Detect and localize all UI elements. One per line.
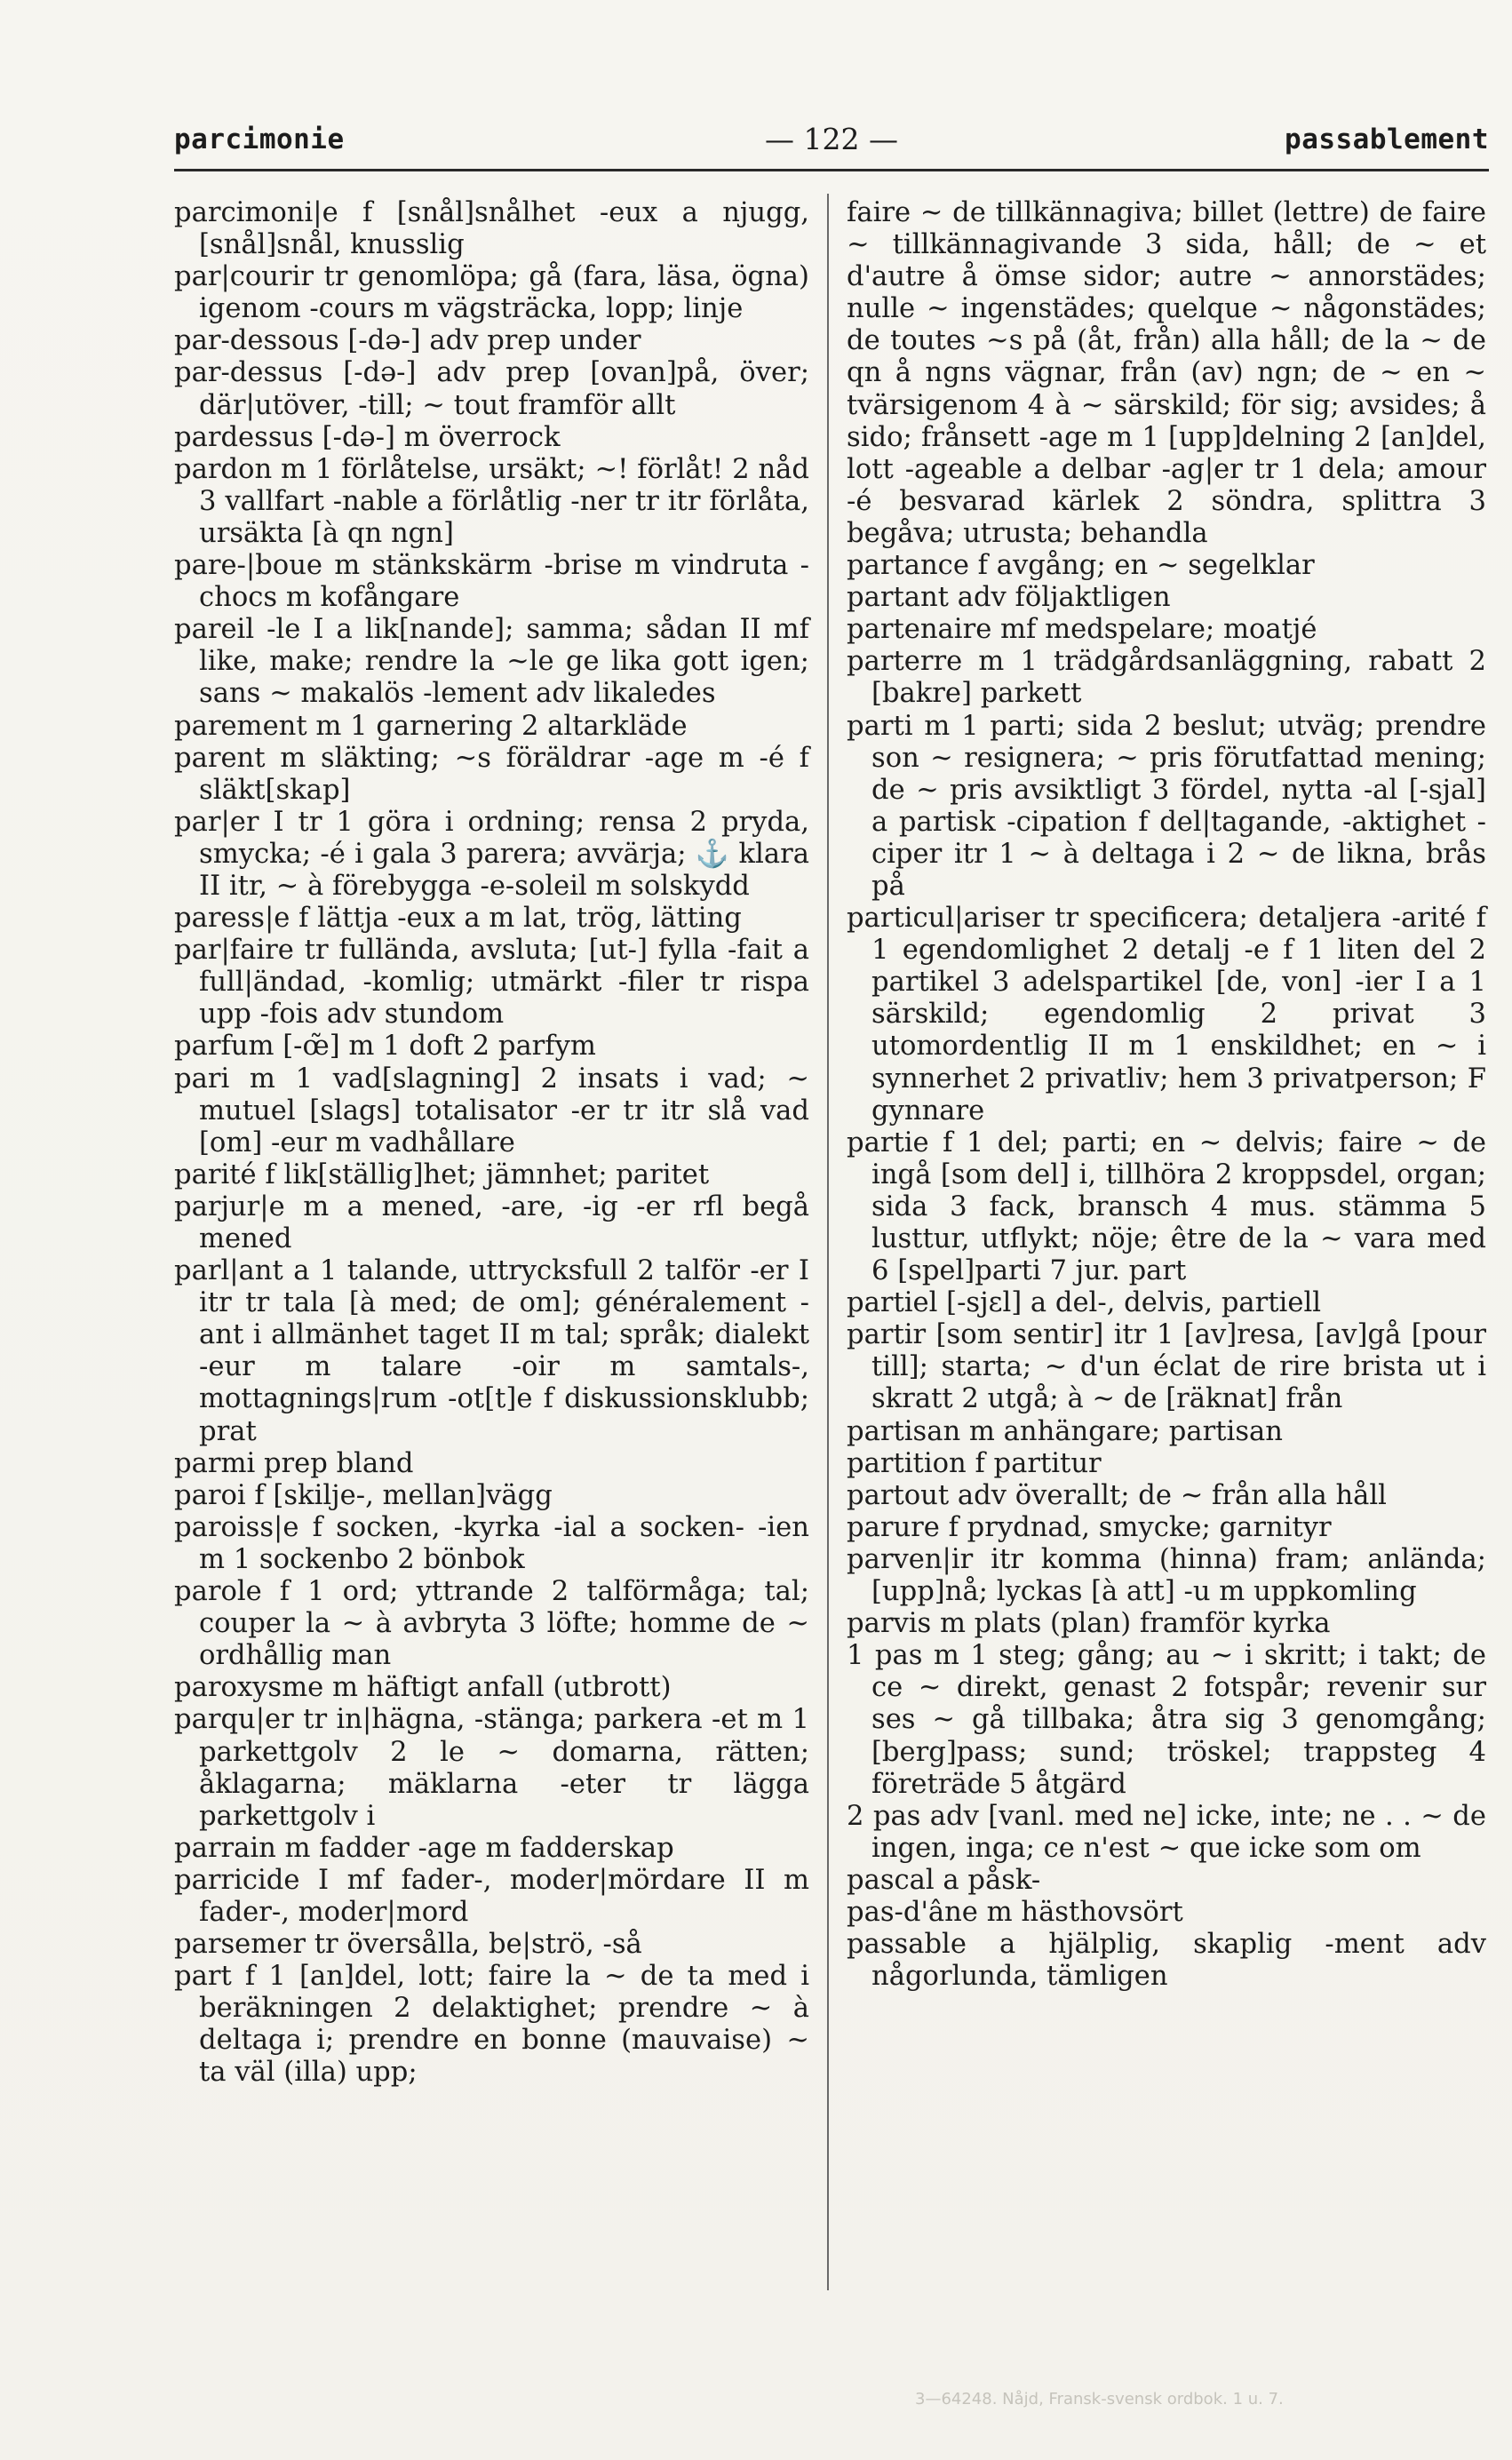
- dictionary-entry: partie f 1 del; parti; en ~ delvis; faire ~ de ingå [som del] i, tillhöra 2 kroppsdel, organ; sida 3 fack, bransch 4 mus. stämma 5 lusttur, utflykt; nöje; être de la ~ vara med 6 [spel]parti 7 jur. part: [847, 1127, 1486, 1287]
- footer-note: 3—64248. Nåjd, Fransk-svensk ordbok. 1 u. 7.: [915, 2390, 1284, 2408]
- dictionary-entry: partenaire mf medspelare; moatjé: [847, 614, 1317, 646]
- dictionary-entry: parven|ir itr komma (hinna) fram; anlända; [upp]nå; lyckas [à att] -u m uppkomling: [847, 1543, 1486, 1608]
- header-first-headword: parcimonie: [174, 123, 345, 155]
- dictionary-entry: part f 1 [an]del, lott; faire la ~ de ta med i beräkningen 2 delaktighet; prendre ~ à deltaga i; prendre en bonne (mauvaise) ~ ta väl (illa) upp;: [174, 1961, 809, 2089]
- dictionary-entry: pari m 1 vad[slagning] 2 insats i vad; ~ mutuel [slags] totalisator -er tr itr slå vad [om] -eur m vadhållare: [174, 1063, 809, 1158]
- dictionary-entry: par-dessous [-də-] adv prep under: [174, 325, 641, 357]
- header-rule: [174, 169, 1489, 171]
- dictionary-entry: pardessus [-də-] m överrock: [174, 421, 561, 453]
- dictionary-entry: parent m släkting; ~s föräldrar -age m -é f släkt[skap]: [174, 742, 809, 806]
- dictionary-entry: paroiss|e f socken, -kyrka -ial a socken- -ien m 1 sockenbo 2 bönbok: [174, 1511, 809, 1575]
- dictionary-entry: particul|ariser tr specificera; detaljera -arité f 1 egendomlighet 2 detalj -e f 1 liten del 2 partikel 3 adelspartikel [de, von] -ier I a 1 särskild; egendomlig 2 privat 3 utomordentlig II m 1 enskildhet; en ~ i synnerhet 2 privatliv; hem 3 privatperson; F gynnare: [847, 903, 1486, 1127]
- dictionary-entry: par-dessus [-də-] adv prep [ovan]på, över; där|utöver, -till; ~ tout framför allt: [174, 357, 809, 421]
- dictionary-entry: parricide I mf fader-, moder|mördare II m fader-, moder|mord: [174, 1864, 809, 1928]
- dictionary-entry: parmi prep bland: [174, 1447, 414, 1479]
- left-column: [174, 197, 809, 2090]
- dictionary-entry: paroxysme m häftigt anfall (utbrott): [174, 1672, 672, 1704]
- column-divider: [827, 194, 829, 2290]
- dictionary-entry: parole f 1 ord; yttrande 2 talförmåga; tal; couper la ~ à avbryta 3 löfte; homme de ~ ordhållig man: [174, 1576, 809, 1672]
- dictionary-entry: partance f avgång; en ~ segelklar: [847, 550, 1315, 582]
- dictionary-entry: parjur|e m a mened, -are, -ig -er rfl begå mened: [174, 1190, 809, 1254]
- header-last-headword: passablement: [1285, 123, 1489, 155]
- right-column: [847, 197, 1486, 1993]
- dictionary-entry: parcimoni|e f [snål]snålhet -eux a njugg, [snål]snål, knusslig: [174, 197, 809, 261]
- dictionary-entry: paress|e f lättja -eux a m lat, trög, lätting: [174, 903, 742, 935]
- dictionary-entry: passable a hjälplig, skaplig -ment adv någorlunda, tämligen: [847, 1929, 1486, 1993]
- dictionary-entry: parure f prydnad, smycke; garnityr: [847, 1511, 1332, 1543]
- dictionary-entry: partiel [-sjɛl] a del-, delvis, partiell: [847, 1287, 1322, 1319]
- dictionary-entry: parité f lik[ställig]het; jämnhet; paritet: [174, 1158, 710, 1190]
- dictionary-entry: partisan m anhängare; partisan: [847, 1415, 1283, 1447]
- dictionary-entry: parvis m plats (plan) framför kyrka: [847, 1608, 1331, 1640]
- dictionary-entry: parti m 1 parti; sida 2 beslut; utväg; prendre son ~ resignera; ~ pris förutfattad mening; de ~ pris avsiktligt 3 fördel, nytta -al [-sjal] a partisk -cipation f del|tagande, -aktighet -ciper itr 1 ~ à deltaga i 2 ~ de likna, brås på: [847, 710, 1486, 902]
- page-number: — 122 —: [765, 122, 898, 156]
- dictionary-entry: pardon m 1 förlåtelse, ursäkt; ~! förlåt! 2 nåd 3 vallfart -nable a förlåtlig -ner tr itr förlåta, ursäkta [à qn ngn]: [174, 453, 809, 549]
- dictionary-entry: parrain m fadder -age m fadderskap: [174, 1832, 674, 1864]
- dictionary-entry: pare-|boue m stänkskärm -brise m vindruta -chocs m kofångare: [174, 550, 809, 614]
- dictionary-entry: pareil -le I a lik[nande]; samma; sådan II mf like, make; rendre la ~le ge lika gott igen; sans ~ makalös -lement adv likaledes: [174, 614, 809, 710]
- dictionary-entry: paroi f [skilje-, mellan]vägg: [174, 1479, 553, 1511]
- dictionary-entry: parsemer tr översålla, be|strö, -så: [174, 1929, 642, 1961]
- dictionary-entry: partition f partitur: [847, 1447, 1102, 1479]
- dictionary-entry: par|courir tr genomlöpa; gå (fara, läsa, ögna) igenom -cours m vägsträcka, lopp; linje: [174, 261, 809, 325]
- dictionary-entry: parl|ant a 1 talande, uttrycksfull 2 talför -er I itr tr tala [à med; de om]; généralement -ant i allmänhet taget II m tal; språk; dialekt -eur m talare -oir m samtals-, mottagnings|rum -ot[t]e f diskussionsklubb; prat: [174, 1255, 809, 1447]
- dictionary-entry: par|er I tr 1 göra i ordning; rensa 2 pryda, smycka; -é i gala 3 parera; avvärja; ⚓ klara II itr, ~ à förebygga -e-soleil m solskydd: [174, 806, 809, 902]
- page-header: [174, 120, 1489, 173]
- dictionary-entry: parement m 1 garnering 2 altarkläde: [174, 710, 688, 742]
- dictionary-entry: pas-d'âne m hästhovsört: [847, 1896, 1183, 1928]
- dictionary-entry: faire ~ de tillkännagiva; billet (lettre) de faire ~ tillkännagivande 3 sida, håll; de ~ et d'autre å ömse sidor; autre ~ annorstädes; nulle ~ ingenstädes; quelque ~ någonstädes; de toutes ~s på (åt, från) alla håll; de la ~ de qn å ngns vägnar, från (av) ngn; de ~ en ~ tvärsigenom 4 à ~ särskild; för sig; avsides; å sido; frånsett -age m 1 [upp]delning 2 [an]del, lott -ageable a delbar -ag|er tr 1 dela; amour -é besvarad kärlek 2 söndra, splittra 3 begåva; utrusta; behandla: [847, 197, 1486, 549]
- dictionary-entry: parqu|er tr in|hägna, -stänga; parkera -et m 1 parkettgolv 2 le ~ domarna, rätten; åklagarna; mäklarna -eter tr lägga parkettgolv i: [174, 1704, 809, 1832]
- dictionary-entry: 2 pas adv [vanl. med ne] icke, inte; ne . . ~ de ingen, inga; ce n'est ~ que icke som om: [847, 1800, 1486, 1864]
- dictionary-entry: parfum [-œ̃] m 1 doft 2 parfym: [174, 1031, 596, 1063]
- dictionary-entry: parterre m 1 trädgårdsanläggning, rabatt 2 [bakre] parkett: [847, 646, 1486, 710]
- dictionary-entry: partir [som sentir] itr 1 [av]resa, [av]gå [pour till]; starta; ~ d'un éclat de rire brista ut i skratt 2 utgå; à ~ de [räknat] från: [847, 1319, 1486, 1415]
- dictionary-entry: partant adv följaktligen: [847, 582, 1171, 614]
- dictionary-entry: 1 pas m 1 steg; gång; au ~ i skritt; i takt; de ce ~ direkt, genast 2 fotspår; revenir sur ses ~ gå tillbaka; åtra sig 3 genomgång; [berg]pass; sund; tröskel; trappsteg 4 företräde 5 åtgärd: [847, 1640, 1486, 1800]
- dictionary-entry: partout adv överallt; de ~ från alla håll: [847, 1479, 1387, 1511]
- dictionary-entry: pascal a påsk-: [847, 1864, 1041, 1896]
- dictionary-entry: par|faire tr fullända, avsluta; [ut-] fylla -fait a full|ändad, -komlig; utmärkt -filer tr rispa upp -fois adv stundom: [174, 935, 809, 1031]
